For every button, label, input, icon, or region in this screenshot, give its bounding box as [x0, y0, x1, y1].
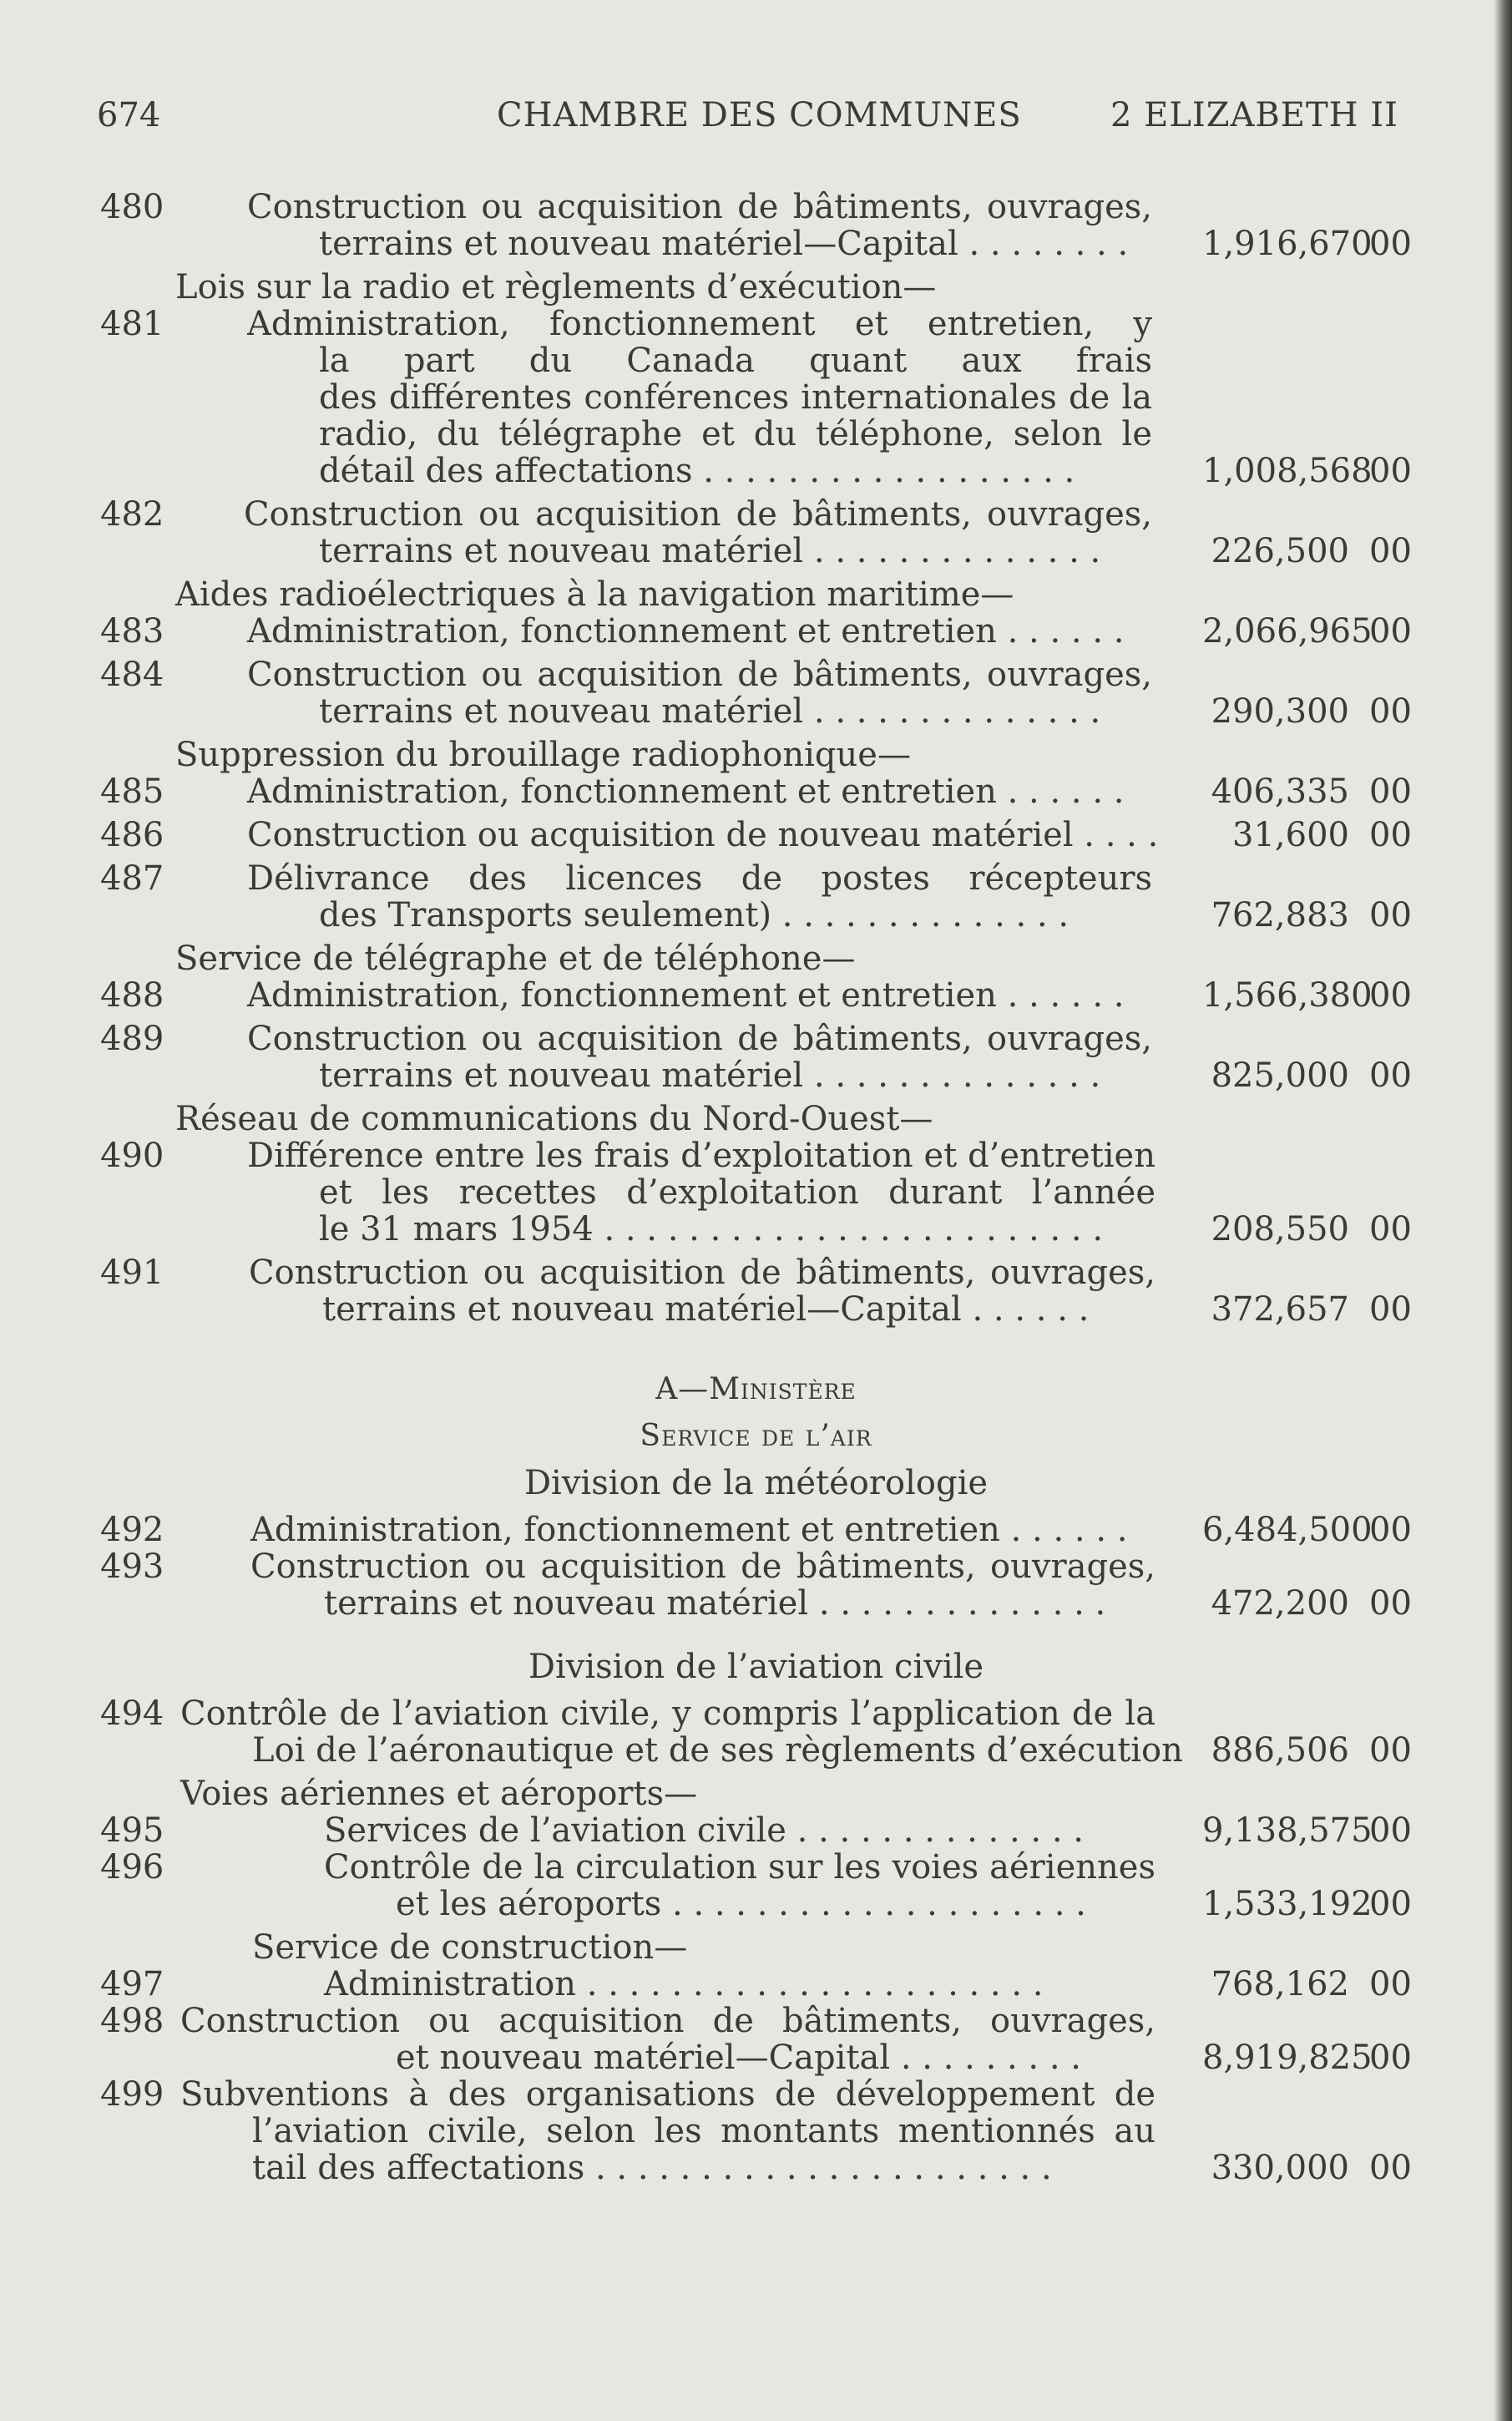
list-item: [0, 496, 1512, 533]
cents: 00: [1369, 1885, 1412, 1923]
amount: 330,000: [1211, 2149, 1349, 2187]
list-item: [0, 269, 1512, 306]
vote-number: 495: [100, 1811, 164, 1850]
division-heading: Division de la météorologie: [523, 1464, 989, 1502]
list-item: [0, 1371, 1512, 1408]
item-text: le 31 mars 1954 . . . . . . . . . . . . . . . . . . . . . . . .: [319, 1210, 1104, 1248]
item-text: Administration . . . . . . . . . . . . . . . . . . . . . .: [324, 1965, 1044, 2003]
item-text: tail des affectations . . . . . . . . . . . . . . . . . . . . . .: [252, 2149, 1052, 2187]
group-heading: Service de construction—: [252, 1928, 688, 1967]
group-heading: Voies aériennes et aéroports—: [180, 1775, 698, 1813]
item-text: Administration, fonctionnement et entretien . . . . . .: [250, 1511, 1128, 1549]
list-item: [0, 1886, 1512, 1922]
list-item: [0, 416, 1512, 453]
item-text: terrains et nouveau matériel . . . . . . . . . . . . . .: [319, 532, 1101, 570]
list-item: [0, 1695, 1512, 1732]
vote-number: 496: [100, 1848, 164, 1887]
list-item: [0, 225, 1512, 262]
vote-number: 486: [100, 816, 164, 854]
item-text: Administration, fonctionnement et entretien . . . . . .: [247, 772, 1125, 811]
item-text: Construction ou acquisition de nouveau matériel . . . .: [247, 816, 1159, 854]
amount: 1,566,380: [1202, 976, 1373, 1015]
vote-number: 491: [100, 1254, 164, 1292]
list-item: [0, 773, 1512, 810]
list-item: [0, 2113, 1512, 2150]
amount: 8,919,825: [1202, 2039, 1373, 2077]
amount: 9,138,575: [1202, 1811, 1373, 1850]
item-text: et les aéroports . . . . . . . . . . . . . . . . . . . .: [396, 1885, 1086, 1923]
division-heading: Division de l’aviation civile: [528, 1648, 984, 1686]
group-heading: Aides radioélectriques à la navigation maritime—: [175, 575, 1014, 614]
running-title: CHAMBRE DES COMMUNES: [497, 96, 1022, 134]
list-item: [0, 2076, 1512, 2113]
item-text: Construction ou acquisition de bâtiments, ouvrages,: [250, 1548, 1155, 1585]
amount: 2,066,965: [1202, 612, 1373, 651]
list-item: [0, 1291, 1512, 1328]
amount: 762,883: [1211, 896, 1349, 934]
group-heading: Lois sur la radio et règlements d’exécution—: [175, 268, 937, 306]
cents: 00: [1369, 976, 1412, 1015]
list-item: [0, 306, 1512, 342]
estimates-list: [0, 189, 1512, 2186]
item-text: détail des affectations . . . . . . . . . . . . . . . . . .: [319, 452, 1075, 490]
cents: 00: [1369, 532, 1412, 570]
cents: 00: [1369, 612, 1412, 651]
item-text: Construction ou acquisition de bâtiments, ouvrages,: [247, 189, 1152, 225]
list-item: [0, 1649, 1512, 1685]
list-item: [0, 977, 1512, 1014]
amount: 372,657: [1211, 1290, 1349, 1329]
vote-number: 488: [100, 976, 164, 1015]
item-text: Subventions à des organisations de développement de: [180, 2076, 1155, 2113]
list-item: [0, 1465, 1512, 1502]
amount: 226,500: [1211, 532, 1349, 570]
cents: 00: [1369, 772, 1412, 811]
cents: 00: [1369, 1210, 1412, 1248]
regnal-year: 2 ELIZABETH II: [1110, 96, 1398, 134]
list-item: [0, 1548, 1512, 1585]
page-number: 674: [97, 96, 161, 134]
list-item: [0, 1101, 1512, 1137]
vote-number: 498: [100, 2002, 164, 2040]
subsection-heading: Service de l’air: [640, 1419, 872, 1453]
list-item: [0, 1174, 1512, 1211]
group-heading: Service de télégraphe et de téléphone—: [175, 940, 856, 978]
item-text: Construction ou acquisition de bâtiments, ouvrages,: [180, 2003, 1155, 2039]
page-edge-shadow: [1494, 0, 1512, 2421]
vote-number: 487: [100, 859, 164, 898]
list-item: [0, 1775, 1512, 1812]
list-item: [0, 1929, 1512, 1966]
list-item: [0, 1966, 1512, 2003]
cents: 00: [1369, 1584, 1412, 1623]
item-text: Services de l’aviation civile . . . . . . . . . . . . . .: [324, 1811, 1084, 1850]
vote-number: 480: [100, 188, 164, 226]
list-item: [0, 1812, 1512, 1849]
list-item: [0, 940, 1512, 977]
item-text: Construction ou acquisition de bâtiments, ouvrages,: [247, 656, 1152, 693]
amount: 6,484,500: [1202, 1511, 1373, 1549]
vote-number: 492: [100, 1511, 164, 1549]
item-text: des Transports seulement) . . . . . . . . . . . . . .: [319, 896, 1070, 934]
list-item: [0, 1211, 1512, 1248]
list-item: [0, 189, 1512, 225]
list-item: [0, 1732, 1512, 1769]
vote-number: 494: [100, 1694, 164, 1733]
item-text: Loi de l’aéronautique et de ses règlements d’exécution: [252, 1731, 1183, 1770]
vote-number: 499: [100, 2075, 164, 2114]
amount: 1,533,192: [1202, 1885, 1373, 1923]
cents: 00: [1369, 816, 1412, 854]
list-item: [0, 379, 1512, 416]
list-item: [0, 737, 1512, 773]
list-item: [0, 1849, 1512, 1886]
vote-number: 484: [100, 656, 164, 694]
amount: 290,300: [1211, 692, 1349, 731]
item-text: Contrôle de l’aviation civile, y compris l’application de la: [180, 1695, 1155, 1732]
item-text: l’aviation civile, selon les montants mentionnés au: [252, 2113, 1155, 2150]
vote-number: 493: [100, 1547, 164, 1586]
amount: 1,916,670: [1202, 225, 1373, 263]
amount: 406,335: [1211, 772, 1349, 811]
section-gap: [0, 1328, 1512, 1361]
item-text: Contrôle de la circulation sur les voies aériennes: [324, 1849, 1155, 1886]
list-item: [0, 1021, 1512, 1057]
cents: 00: [1369, 1731, 1412, 1770]
item-text: Construction ou acquisition de bâtiments, ouvrages,: [249, 1254, 1155, 1291]
amount: 825,000: [1211, 1056, 1349, 1095]
list-item: [0, 342, 1512, 379]
item-text: terrains et nouveau matériel—Capital . . . . . .: [322, 1290, 1090, 1329]
list-item: [0, 2150, 1512, 2186]
list-item: [0, 1254, 1512, 1291]
cents: 00: [1369, 692, 1412, 731]
list-item: [0, 897, 1512, 934]
item-text: terrains et nouveau matériel . . . . . . . . . . . . . .: [324, 1584, 1106, 1623]
item-text: Administration, fonctionnement et entretien . . . . . .: [247, 976, 1125, 1015]
cents: 00: [1369, 1056, 1412, 1095]
section-gap: [0, 1622, 1512, 1649]
item-text: des différentes conférences internationales de la: [319, 379, 1152, 416]
item-text: terrains et nouveau matériel . . . . . . . . . . . . . .: [319, 692, 1101, 731]
amount: 208,550: [1211, 1210, 1349, 1248]
list-item: [0, 656, 1512, 693]
item-text: Administration, fonctionnement et entretien . . . . . .: [247, 612, 1125, 651]
item-text: terrains et nouveau matériel . . . . . . . . . . . . . .: [319, 1056, 1101, 1095]
list-item: [0, 613, 1512, 650]
cents: 00: [1369, 1290, 1412, 1329]
list-item: [0, 693, 1512, 730]
amount: 768,162: [1211, 1965, 1349, 2003]
cents: 00: [1369, 225, 1412, 263]
vote-number: 482: [100, 495, 164, 534]
cents: 00: [1369, 1811, 1412, 1850]
amount: 31,600: [1232, 816, 1349, 854]
item-text: Différence entre les frais d’exploitation et d’entretien: [247, 1137, 1155, 1174]
vote-number: 490: [100, 1137, 164, 1175]
item-text: et les recettes d’exploitation durant l’année: [319, 1174, 1155, 1211]
list-item: [0, 817, 1512, 853]
group-heading: Réseau de communications du Nord-Ouest—: [175, 1100, 933, 1138]
cents: 00: [1369, 452, 1412, 490]
item-text: terrains et nouveau matériel—Capital . . . . . . . .: [319, 225, 1129, 263]
item-text: radio, du télégraphe et du téléphone, selon le: [319, 416, 1152, 453]
vote-number: 481: [100, 305, 164, 343]
item-text: et nouveau matériel—Capital . . . . . . . . .: [396, 2039, 1081, 2077]
list-item: [0, 860, 1512, 897]
amount: 472,200: [1211, 1584, 1349, 1623]
vote-number: 483: [100, 612, 164, 651]
list-item: [0, 1512, 1512, 1548]
list-item: [0, 576, 1512, 613]
amount: 886,506: [1211, 1731, 1349, 1770]
vote-number: 489: [100, 1020, 164, 1058]
list-item: [0, 1137, 1512, 1174]
cents: 00: [1369, 1511, 1412, 1549]
item-text: Construction ou acquisition de bâtiments, ouvrages,: [247, 1021, 1152, 1057]
cents: 00: [1369, 896, 1412, 934]
vote-number: 497: [100, 1965, 164, 2003]
section-heading: A—Ministère: [655, 1372, 857, 1406]
item-text: la part du Canada quant aux frais: [319, 342, 1152, 379]
list-item: [0, 1585, 1512, 1622]
list-item: [0, 1418, 1512, 1455]
cents: 00: [1369, 2149, 1412, 2187]
cents: 00: [1369, 2039, 1412, 2077]
list-item: [0, 1057, 1512, 1094]
vote-number: 485: [100, 772, 164, 811]
list-item: [0, 533, 1512, 570]
item-text: Administration, fonctionnement et entretien, y: [247, 306, 1152, 342]
list-item: [0, 453, 1512, 489]
item-text: Délivrance des licences de postes récepteurs: [247, 860, 1152, 897]
cents: 00: [1369, 1965, 1412, 2003]
group-heading: Suppression du brouillage radiophonique—: [175, 736, 911, 774]
item-text: Construction ou acquisition de bâtiments, ouvrages,: [244, 496, 1152, 533]
list-item: [0, 2003, 1512, 2039]
amount: 1,008,568: [1202, 452, 1373, 490]
list-item: [0, 2039, 1512, 2076]
